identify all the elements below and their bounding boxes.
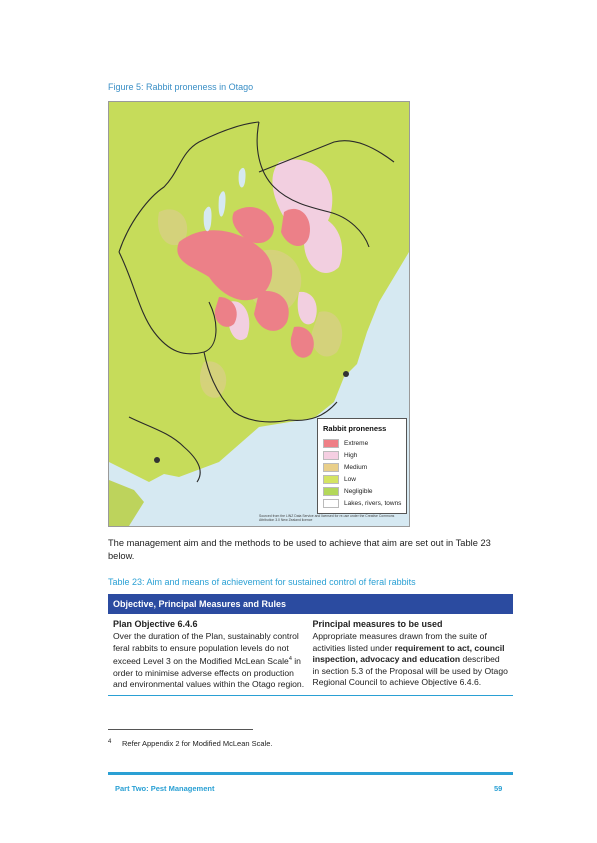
measures-text <box>313 631 509 689</box>
table-caption: Table 23: Aim and means of achievement for sustained control of feral rabbits <box>108 577 416 587</box>
legend-swatch <box>323 463 339 472</box>
objective-table <box>108 594 513 696</box>
footer-divider <box>108 772 513 775</box>
table-cell-measures <box>311 614 514 691</box>
land-southwest <box>109 480 144 526</box>
page-number: 59 <box>494 784 503 793</box>
legend-item-high <box>323 451 357 459</box>
legend-label: Lakes, rivers, towns <box>344 499 402 507</box>
objective-text <box>113 631 306 691</box>
legend-swatch <box>323 439 339 448</box>
legend-swatch <box>323 487 339 496</box>
intro-paragraph: The management aim and the methods to be used to achieve that aim are set out in Table 23 below. <box>108 538 491 561</box>
footer-section-title: Part Two: Pest Management <box>115 784 215 793</box>
legend-item-negligible <box>323 487 373 495</box>
footnote-text: Refer Appendix 2 for Modified McLean Scale. <box>122 739 273 748</box>
legend-item-medium <box>323 463 367 471</box>
figure-caption: Figure 5: Rabbit proneness in Otago <box>108 82 254 92</box>
objective-text-end: in order to minimise adverse effects on production and environmental values within the Otago region. <box>113 656 305 690</box>
footnote-number: 4 <box>108 739 112 745</box>
otago-map <box>108 101 410 527</box>
objective-text-main: Over the duration of the Plan, sustainably control feral rabbits to ensure population levels do not exceed Level 3 on the Modified McLean Scale <box>113 631 299 667</box>
legend-swatch <box>323 499 339 508</box>
measures-title: Principal measures to be used <box>312 619 443 629</box>
measures-text-end: described in section 5.3 of the Proposal will be used by Otago Regional Council to achieve Objective 6.4.6. <box>312 654 508 688</box>
legend-swatch <box>323 451 339 460</box>
objective-title: Plan Objective 6.4.6 <box>113 619 198 629</box>
measures-text-start: Appropriate measures drawn from the suite of activities listed under <box>312 631 487 653</box>
map-legend <box>317 418 407 514</box>
legend-title: Rabbit proneness <box>323 424 387 433</box>
legend-label: Medium <box>344 463 368 471</box>
legend-item-low <box>323 475 356 483</box>
legend-item-lakes <box>323 499 401 507</box>
measures-text-bold: requirement to act, council inspection, advocacy and education <box>312 642 505 665</box>
legend-label: Low <box>344 475 356 483</box>
footnote-divider <box>108 729 253 730</box>
legend-item-extreme <box>323 439 368 447</box>
footnote-reference[interactable]: 4 <box>288 656 292 663</box>
table-row <box>108 614 513 696</box>
legend-label: High <box>344 451 358 459</box>
table-header: Objective, Principal Measures and Rules <box>108 594 513 614</box>
map-source-note: Sourced from the LINZ Data Service and licensed for re-use under the Creative Commons Attribution 3.0 New Zealand licence <box>259 514 395 523</box>
legend-swatch <box>323 475 339 484</box>
legend-label: Extreme <box>344 439 369 447</box>
legend-label: Negligible <box>344 487 373 495</box>
table-cell-objective <box>108 614 311 691</box>
footnote <box>108 739 273 748</box>
